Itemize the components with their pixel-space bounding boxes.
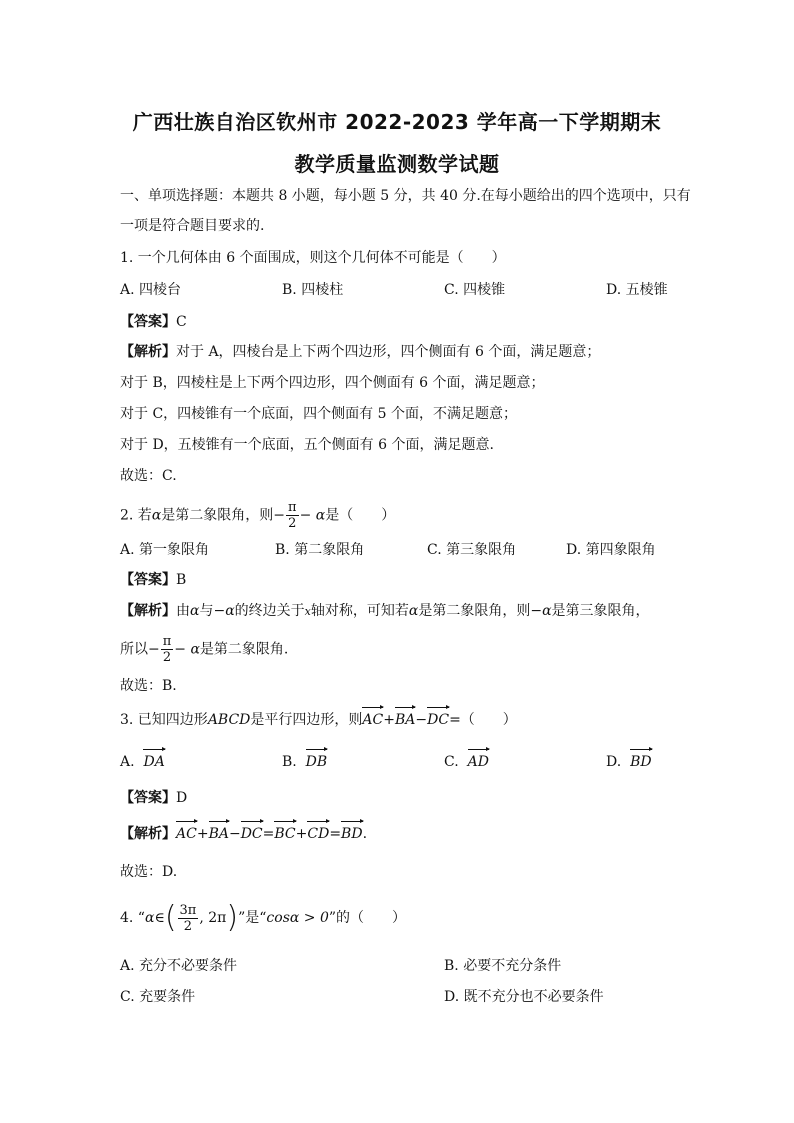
answer-label: 【答案】	[120, 790, 176, 806]
q3-answer-value: D	[176, 790, 188, 806]
q3-analysis-vec-6: BD	[341, 826, 363, 842]
q2-analysis-b: 与	[199, 603, 214, 619]
q3-analysis-vec-2: BA	[208, 826, 229, 842]
q3-option-a-vector: DA	[143, 754, 165, 770]
q3-minus: −	[415, 712, 428, 728]
q4-left-paren: (	[164, 900, 177, 935]
q3-option-b	[282, 752, 327, 772]
analysis-label: 【解析】	[120, 826, 176, 842]
q2-suffix: 是（ ）	[325, 507, 396, 524]
q3-analysis-eq-1: =	[262, 826, 275, 842]
q2-analysis-pi-over-2	[161, 634, 174, 665]
q3-analysis-vec-3: DC	[240, 826, 263, 842]
q3-mid: 是平行四边形，则	[250, 712, 363, 728]
q1-option-c: C. 四棱锥	[444, 282, 506, 298]
q3-option-c	[444, 752, 489, 772]
q4-option-d: D. 既不充分也不必要条件	[444, 989, 604, 1005]
q2-stem	[120, 500, 395, 531]
q2-minus: −	[273, 507, 286, 524]
answer-label: 【答案】	[120, 314, 176, 330]
q2-answer	[120, 570, 186, 590]
q3-option-c-label: C.	[444, 754, 459, 770]
q3-option-d-vector: BD	[630, 754, 652, 770]
q2-pi-over-2	[286, 500, 299, 531]
q2-analysis-a: 由	[176, 603, 190, 619]
q4-two-pi: , 2π	[199, 910, 227, 926]
q3-analysis-vec-4: BC	[274, 826, 296, 842]
q3-option-c-vector: AD	[467, 754, 489, 770]
q4-cos: cosα > 0	[266, 910, 329, 926]
q2-analysis-two: 2	[162, 650, 172, 665]
q1-answer-value: C	[176, 314, 187, 330]
q2-analysis-x: x	[304, 605, 311, 618]
q4-mid: ”是“	[238, 910, 267, 926]
q4-three-pi-over-2	[178, 903, 199, 934]
q3-vector-dc: DC	[427, 712, 450, 728]
q3-analysis: 【解析】AC+BA−DC=BC+CD=BD.	[120, 826, 368, 842]
q4-option-c: C. 充要条件	[120, 989, 196, 1005]
q2-option-c: C. 第三象限角	[427, 542, 517, 558]
q3-vector-ac: AC	[362, 712, 384, 728]
q2-prefix: 2. 若	[120, 507, 152, 524]
q3-stem	[120, 710, 517, 730]
q3-answer	[120, 788, 187, 808]
q1-analysis-4: 对于 D，五棱锥有一个底面，五个侧面有 6 个面，满足题意.	[120, 437, 494, 453]
q2-analysis-minus: −	[148, 641, 160, 658]
q3-option-a	[120, 752, 165, 772]
q4-suffix: ”的（ ）	[328, 910, 407, 926]
q3-plus: +	[383, 712, 395, 728]
q1-answer	[120, 312, 187, 332]
q4-prefix: 4. “	[120, 910, 145, 926]
q1-analysis-text-1: 对于 A，四棱台是上下两个四边形，四个侧面有 6 个面，满足题意；	[176, 344, 601, 360]
q1-analysis-2: 对于 B，四棱柱是上下两个四边形，四个侧面有 6 个面，满足题意；	[120, 375, 545, 391]
q4-option-b: B. 必要不充分条件	[444, 958, 562, 974]
q2-alpha: α	[151, 507, 162, 524]
q4-alpha: α	[144, 910, 155, 926]
q2-two: 2	[288, 516, 297, 531]
q1-analysis-1	[120, 342, 600, 362]
q2-option-a: A. 第一象限角	[120, 542, 210, 558]
q2-analysis-neg-alpha: −α	[213, 603, 235, 619]
q3-analysis-eq-2: =	[329, 826, 342, 842]
q2-analysis-neg-alpha-2: −α	[530, 603, 552, 619]
q2-analysis-line2-b: 是第二象限角.	[199, 641, 289, 658]
q1-analysis-3: 对于 C，四棱锥有一个底面，四个侧面有 5 个面，不满足题意；	[120, 406, 517, 422]
q4-option-a: A. 充分不必要条件	[120, 958, 238, 974]
q3-option-b-label: B.	[282, 754, 297, 770]
q3-analysis-plus-1: +	[196, 826, 209, 842]
q2-minus-alpha: − α	[299, 507, 326, 524]
q3-analysis-vec-1: AC	[176, 826, 197, 842]
q2-pi: π	[288, 500, 297, 515]
q2-analysis-f: 是第三象限角，	[551, 603, 650, 619]
q2-answer-value: B	[176, 572, 187, 588]
q3-option-b-vector: DB	[305, 754, 328, 770]
q2-analysis-pi: π	[162, 634, 172, 649]
q3-eq: =	[449, 712, 461, 728]
q2-option-b: B. 第二象限角	[275, 542, 365, 558]
q1-stem: 1. 一个几何体由 6 个面围成，则这个几何体不可能是（ ）	[120, 250, 506, 266]
q2-analysis-minus-alpha: − α	[174, 641, 200, 658]
q2-analysis-line2	[120, 634, 288, 665]
q2-analysis-line2-a: 所以	[120, 641, 148, 658]
q3-analysis-vec-5: CD	[307, 826, 330, 842]
q2-analysis-alpha: α	[190, 603, 200, 619]
q1-option-b: B. 四棱柱	[282, 282, 344, 298]
q4-stem	[120, 898, 406, 938]
q1-final: 故选：C.	[120, 468, 177, 484]
q2-option-d: D. 第四象限角	[566, 542, 656, 558]
q3-option-d-label: D.	[606, 754, 622, 770]
q4-three-pi: 3π	[179, 902, 197, 918]
q2-analysis-alpha-2: α	[408, 603, 419, 619]
q3-prefix: 3. 已知四边形	[120, 712, 208, 728]
q2-analysis-d: 轴对称，可知若	[310, 603, 409, 619]
q3-abcd: ABCD	[207, 712, 251, 728]
q4-right-paren: )	[226, 900, 239, 935]
q3-vector-ba: BA	[394, 712, 416, 728]
q3-analysis-minus: −	[228, 826, 241, 842]
q3-option-a-label: A.	[120, 754, 135, 770]
answer-label: 【答案】	[120, 572, 176, 588]
q3-suffix: （ ）	[460, 712, 517, 728]
q4-two: 2	[183, 918, 193, 934]
q2-analysis-line1	[120, 601, 650, 622]
q1-option-d: D. 五棱锥	[606, 282, 668, 298]
q3-analysis-plus-2: +	[295, 826, 308, 842]
q2-mid: 是第二象限角，则	[161, 507, 274, 524]
section-heading-line2: 一项是符合题目要求的.	[120, 218, 265, 234]
exam-title-line1: 广西壮族自治区钦州市 2022-2023 学年高一下学期期末	[132, 110, 662, 134]
analysis-label: 【解析】	[120, 344, 176, 360]
exam-title-line2: 教学质量监测数学试题	[294, 152, 500, 176]
section-heading-line1: 一、单项选择题：本题共 8 小题，每小题 5 分，共 40 分.在每小题给出的四个选项中，只有	[120, 188, 691, 204]
q3-final: 故选：D.	[120, 864, 178, 880]
q2-final: 故选：B.	[120, 678, 177, 694]
q4-in: ∈	[154, 910, 165, 926]
q2-analysis-e: 是第二象限角，则	[418, 603, 531, 619]
q1-option-a: A. 四棱台	[120, 282, 182, 298]
q3-option-d	[606, 752, 652, 772]
analysis-label: 【解析】	[120, 603, 176, 619]
q2-analysis-c: 的终边关于	[234, 603, 305, 619]
